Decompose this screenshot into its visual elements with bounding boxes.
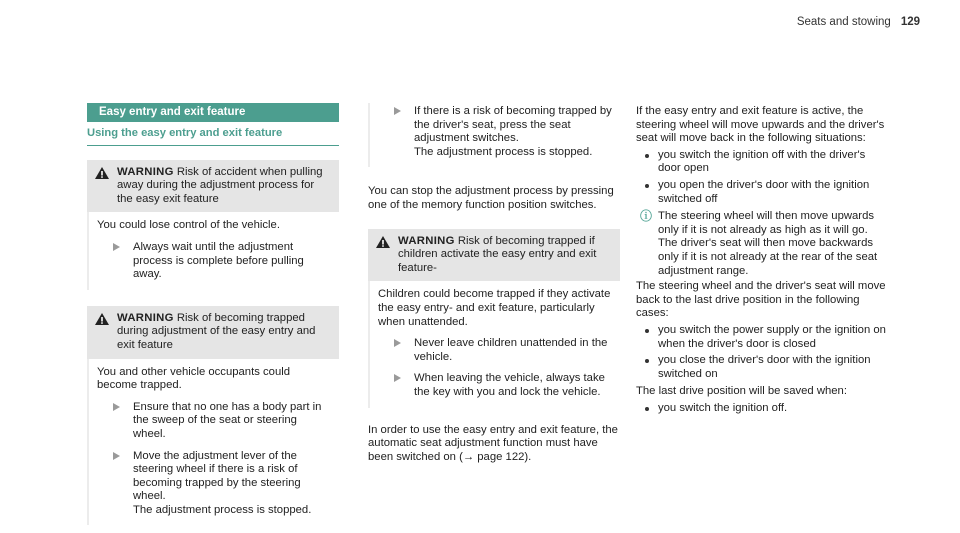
step-text: Always wait until the adjustment process is complete before pulling away. bbox=[133, 240, 304, 281]
note bbox=[636, 210, 888, 278]
column-3 bbox=[636, 105, 888, 415]
step-text: When leaving the vehicle, always take the key with you and lock the vehicle. bbox=[414, 372, 605, 398]
step-item bbox=[378, 372, 612, 399]
warning-text: Risk of becoming trapped if children activate the easy entry and exit feature- bbox=[398, 234, 597, 274]
warning-box bbox=[368, 229, 620, 408]
step-item bbox=[97, 401, 331, 442]
step-item bbox=[378, 337, 612, 364]
warning-header bbox=[368, 229, 620, 282]
section-title: Seats and stowing bbox=[796, 16, 891, 28]
warning-box bbox=[87, 306, 339, 526]
warning-description: You and other vehicle occupants could become trapped. bbox=[97, 365, 291, 392]
arrow-icon bbox=[113, 452, 120, 460]
warning-triangle-icon bbox=[95, 313, 109, 325]
section-subheading: Using the easy entry and exit feature bbox=[87, 122, 339, 146]
paragraph: The steering wheel and the driver's seat will move back to the last drive position in the following cases: bbox=[636, 280, 886, 320]
list-item: you open the driver's door with the ignition switched off bbox=[636, 179, 888, 206]
list-item: you switch the ignition off with the driver's door open bbox=[636, 149, 888, 176]
list-item: you close the driver's door with the ignition switched on bbox=[636, 354, 888, 381]
warning-triangle-icon bbox=[376, 236, 390, 248]
step-item bbox=[97, 241, 331, 282]
info-icon: ⓘ bbox=[640, 209, 653, 224]
step-result: The adjustment process is stopped. bbox=[414, 145, 593, 158]
list-item: you switch the power supply or the ignition on when the driver's door is closed bbox=[636, 324, 888, 351]
paragraph: In order to use the easy entry and exit feature, the automatic seat adjustment function must have been switched on (→ page 122). bbox=[368, 423, 618, 463]
step-item bbox=[97, 450, 331, 518]
warning-text: Risk of becoming trapped during adjustment of the easy entry and exit feature bbox=[117, 311, 316, 351]
page-number: 129 bbox=[900, 16, 920, 28]
column-1 bbox=[87, 103, 339, 525]
step-text: If there is a risk of becoming trapped by the driver's seat, press the seat adjustment switches. bbox=[414, 105, 612, 145]
warning-label: WARNING bbox=[117, 311, 174, 324]
warning-label: WARNING bbox=[398, 234, 455, 247]
warning-description: You could lose control of the vehicle. bbox=[97, 219, 280, 232]
section-heading: Easy entry and exit feature bbox=[87, 103, 339, 122]
step-result: The adjustment process is stopped. bbox=[133, 503, 312, 516]
arrow-icon bbox=[394, 374, 401, 382]
warning-body bbox=[368, 103, 620, 167]
step-text: Move the adjustment lever of the steering wheel if there is a risk of becoming trapped by the steering wheel. bbox=[133, 449, 301, 503]
note-text: The steering wheel will then move upwards only if it is not already as high as it will go. The driver's seat will then move backwards only if it is not already at the rear of the seat adjustment range. bbox=[658, 210, 878, 277]
warning-body bbox=[368, 281, 620, 407]
step-item bbox=[378, 105, 612, 159]
warning-header bbox=[87, 306, 339, 359]
arrow-icon bbox=[394, 107, 401, 115]
warning-description: Children could become trapped if they activate the easy entry- and exit feature, particularly when unattended. bbox=[378, 288, 611, 328]
list-item: you switch the ignition off. bbox=[636, 402, 888, 416]
warning-label: WARNING bbox=[117, 165, 174, 178]
warning-body bbox=[87, 212, 339, 289]
arrow-icon bbox=[113, 403, 120, 411]
paragraph: You can stop the adjustment process by pressing one of the memory function position switches. bbox=[368, 185, 614, 211]
warning-text: Risk of accident when pulling away during the adjustment process for the easy exit feature bbox=[117, 165, 323, 205]
warning-header bbox=[87, 160, 339, 213]
page-header bbox=[797, 16, 920, 28]
warning-continuation bbox=[368, 103, 620, 167]
step-text: Never leave children unattended in the vehicle. bbox=[414, 337, 608, 363]
arrow-icon bbox=[394, 339, 401, 347]
paragraph: If the easy entry and exit feature is active, the steering wheel will move upwards and the driver's seat will move back in the following situations: bbox=[636, 105, 885, 145]
paragraph: The last drive position will be saved when: bbox=[636, 385, 847, 398]
warning-box bbox=[87, 160, 339, 290]
step-text: Ensure that no one has a body part in the sweep of the seat or steering wheel. bbox=[133, 400, 322, 440]
warning-triangle-icon bbox=[95, 167, 109, 179]
warning-body bbox=[87, 359, 339, 526]
arrow-icon bbox=[113, 243, 120, 251]
column-2 bbox=[368, 103, 620, 464]
